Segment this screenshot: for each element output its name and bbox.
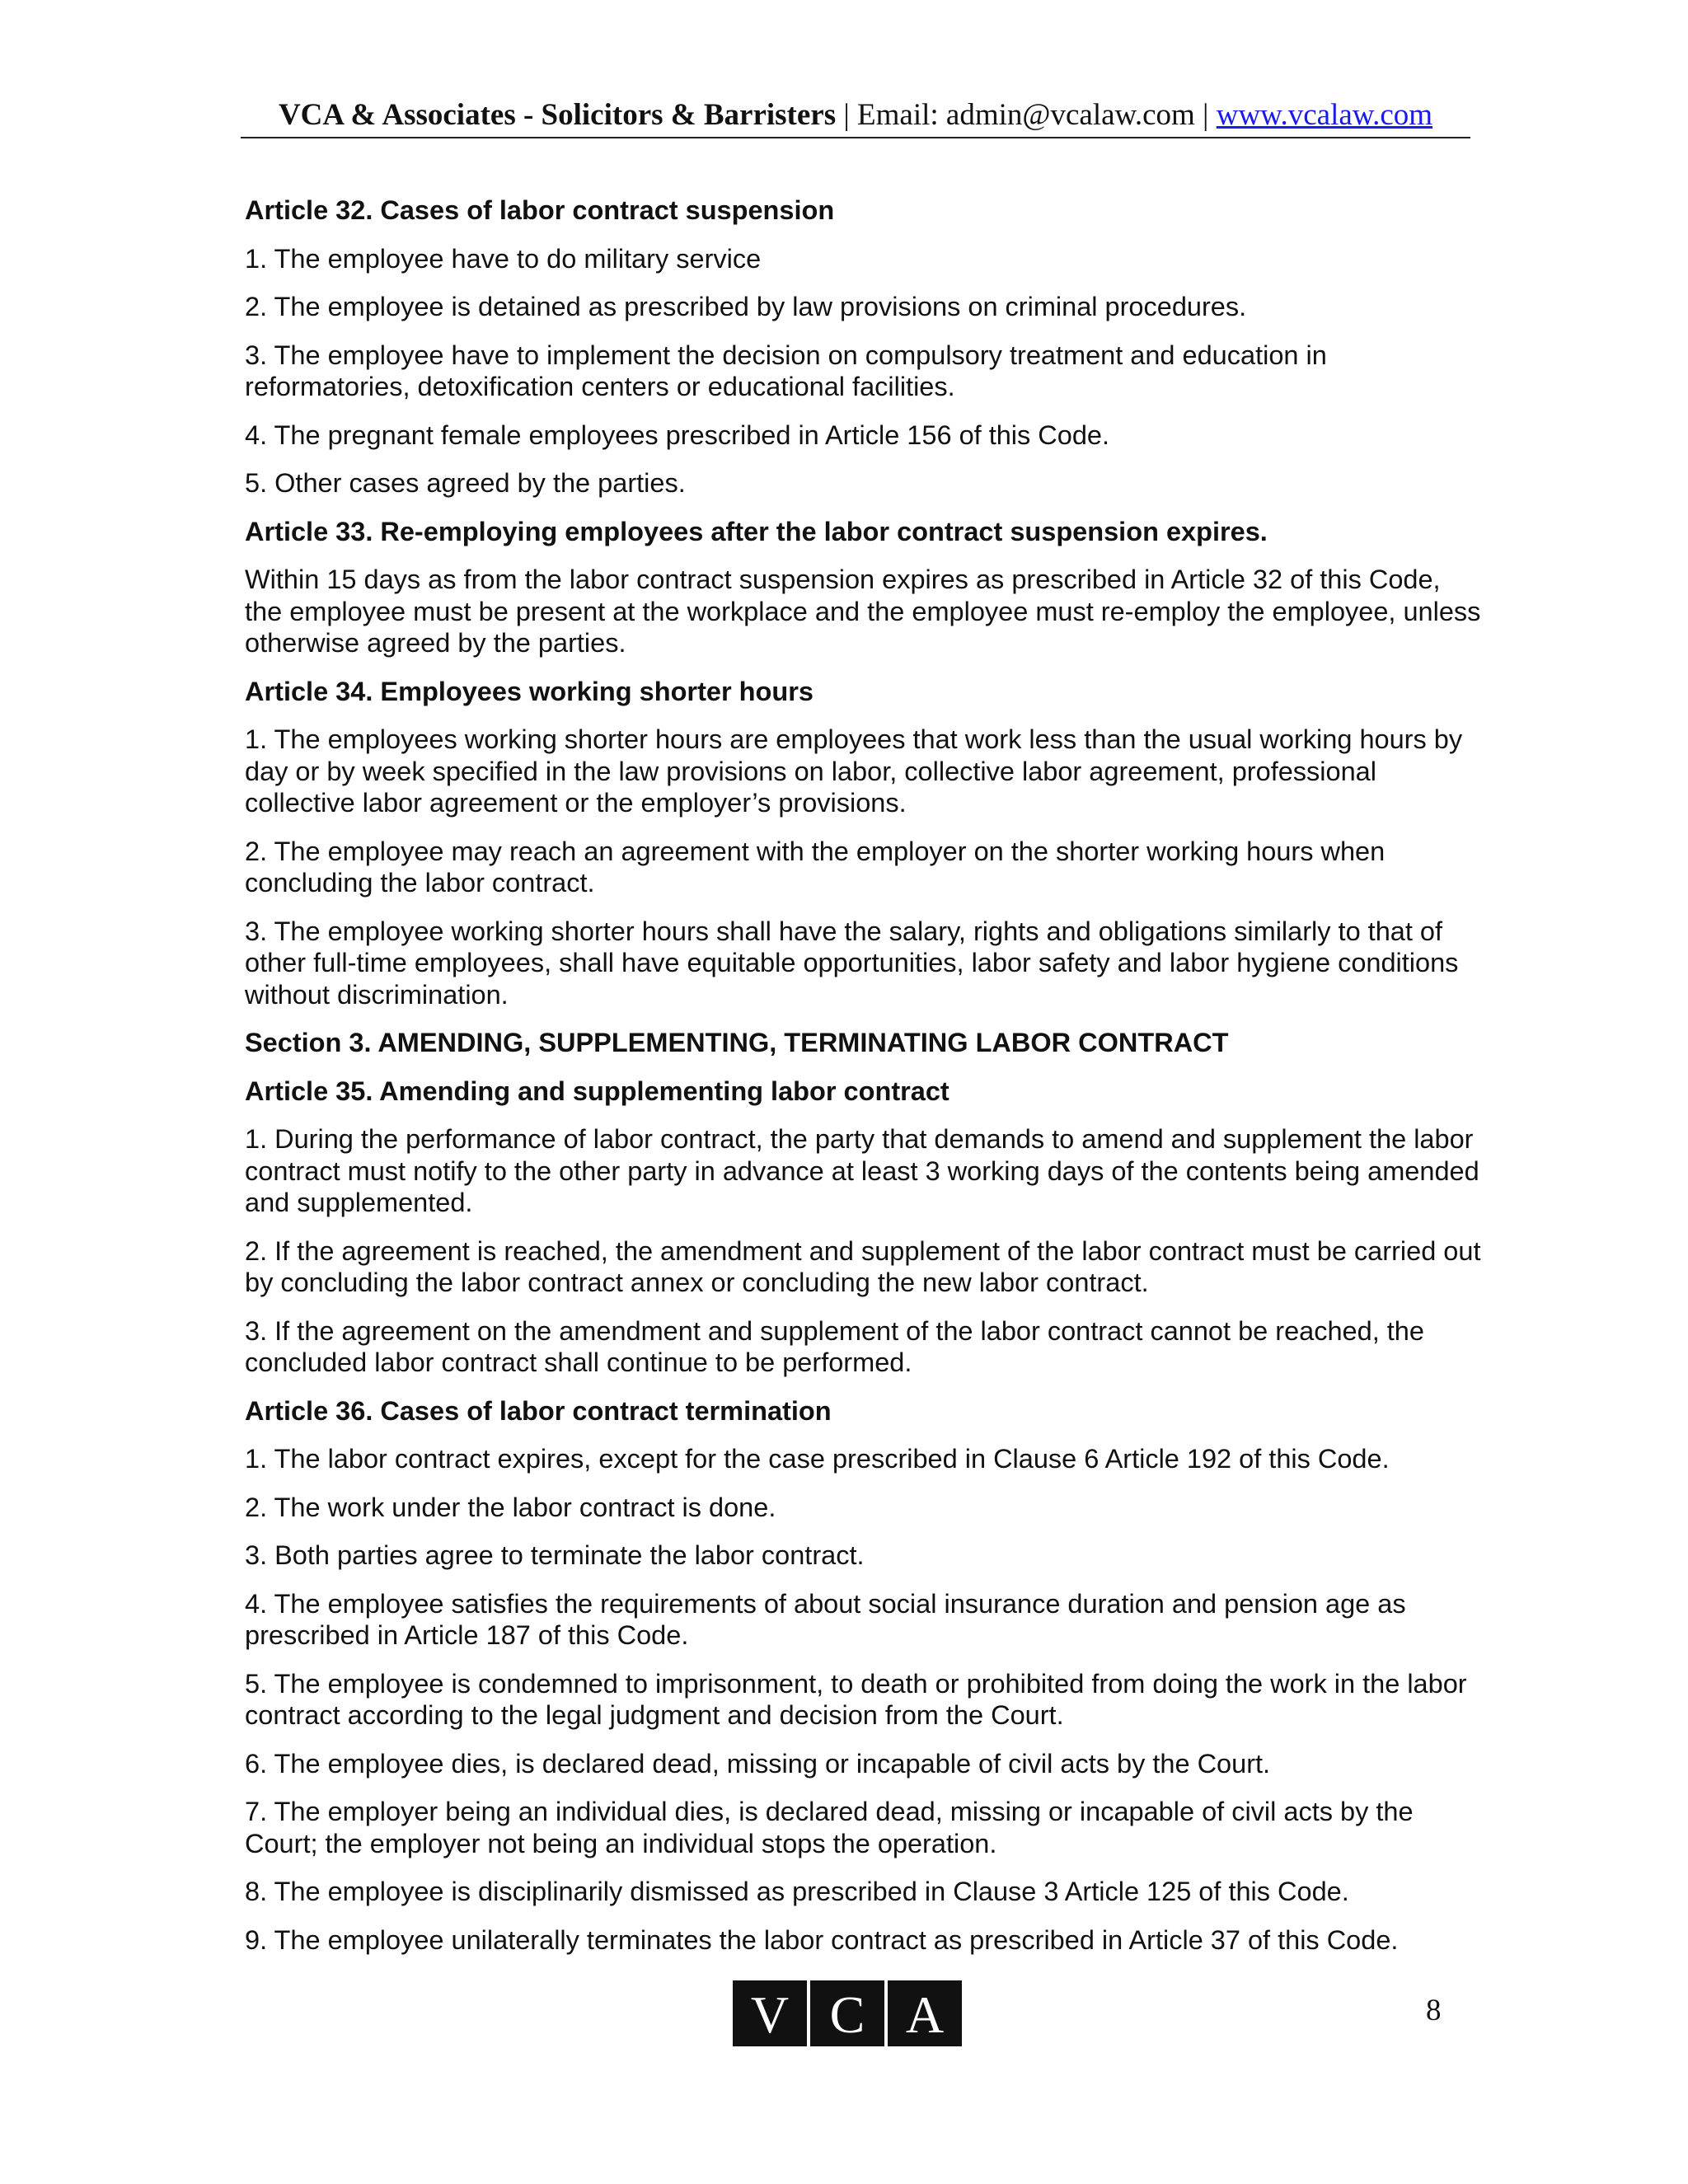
paragraph: 6. The employee dies, is declared dead, missing or incapable of civil acts by the Court.	[245, 1748, 1271, 1779]
logo-letter: V	[733, 1980, 807, 2046]
document-body	[245, 194, 1481, 1972]
paragraph: 5. Other cases agreed by the parties.	[245, 468, 686, 498]
paragraph: 1. The employee have to do military service	[245, 243, 762, 274]
paragraph: 2. The employee is detained as prescribed by law provisions on criminal procedures.	[245, 292, 1247, 321]
paragraph: 2. The employee may reach an agreement with the employer on the shorter working hours when concluding the labor contract.	[245, 836, 1386, 898]
paragraph: 9. The employee unilaterally terminates the labor contract as prescribed in Article 37 of this Code.	[245, 1924, 1399, 1955]
paragraph: 3. The employee have to implement the decision on compulsory treatment and education in reformatories, detoxification centers or educational facilities.	[245, 340, 1327, 401]
article-heading: Section 3. AMENDING, SUPPLEMENTING, TERMINATING LABOR CONTRACT	[245, 1028, 1229, 1057]
paragraph: 7. The employer being an individual dies, is declared dead, missing or incapable of civil acts by the Court; the employer not being an individual stops the operation.	[245, 1797, 1414, 1858]
paragraph: 3. Both parties agree to terminate the labor contract.	[245, 1540, 865, 1570]
logo-letter: A	[888, 1980, 962, 2046]
paragraph: 2. The work under the labor contract is done.	[245, 1492, 776, 1522]
paragraph: 1. During the performance of labor contract, the party that demands to amend and supplement the labor contract must notify to the other party in advance at least 3 working days of the contents being amended and supplemented.	[245, 1124, 1479, 1217]
paragraph: 5. The employee is condemned to imprisonment, to death or prohibited from doing the work in the labor contract according to the legal judgment and decision from the Court.	[245, 1668, 1467, 1730]
header-separator: |	[836, 98, 858, 132]
paragraph: 1. The labor contract expires, except for the case prescribed in Clause 6 Article 192 of this Code.	[245, 1444, 1390, 1474]
page-number: 8	[1426, 1994, 1442, 2027]
website-link[interactable]: www.vcalaw.com	[1216, 98, 1433, 132]
article-heading: Article 35. Amending and supplementing labor contract	[245, 1076, 950, 1106]
vca-logo	[733, 1980, 962, 2046]
paragraph: Within 15 days as from the labor contract suspension expires as prescribed in Article 32 of this Code, the employee must be present at the workplace and the employee must re-employ the employee, unless otherwise agreed by the parties.	[245, 565, 1481, 658]
paragraph: 2. If the agreement is reached, the amendment and supplement of the labor contract must be carried out by concluding the labor contract annex or concluding the new labor contract.	[245, 1235, 1481, 1297]
header-separator: |	[1194, 98, 1217, 132]
page-header	[241, 97, 1470, 133]
paragraph: 3. The employee working shorter hours shall have the salary, rights and obligations similarly to that of other full-time employees, shall have equitable opportunities, labor safety and labor hygiene conditions without discrimination.	[245, 916, 1459, 1010]
article-heading: Article 34. Employees working shorter hours	[245, 676, 814, 706]
logo-letter: C	[810, 1980, 884, 2046]
article-heading: Article 36. Cases of labor contract termination	[245, 1395, 832, 1426]
paragraph: 3. If the agreement on the amendment and supplement of the labor contract cannot be reached, the concluded labor contract shall continue to be performed.	[245, 1315, 1424, 1377]
header-divider	[241, 137, 1470, 138]
header-email: Email: admin@vcalaw.com	[857, 98, 1195, 132]
article-heading: Article 33. Re-employing employees after the labor contract suspension expires.	[245, 516, 1268, 546]
firm-name: VCA & Associates - Solicitors & Barristers	[278, 98, 837, 132]
paragraph: 1. The employees working shorter hours are employees that work less than the usual working hours by day or by week specified in the law provisions on labor, collective labor agreement, professional collective labor agreement or the employer’s provisions.	[245, 724, 1463, 818]
paragraph: 4. The pregnant female employees prescribed in Article 156 of this Code.	[245, 419, 1110, 450]
article-heading: Article 32. Cases of labor contract suspension	[245, 195, 835, 225]
paragraph: 4. The employee satisfies the requirements of about social insurance duration and pension age as prescribed in Article 187 of this Code.	[245, 1588, 1406, 1650]
paragraph: 8. The employee is disciplinarily dismissed as prescribed in Clause 3 Article 125 of this Code.	[245, 1877, 1349, 1906]
